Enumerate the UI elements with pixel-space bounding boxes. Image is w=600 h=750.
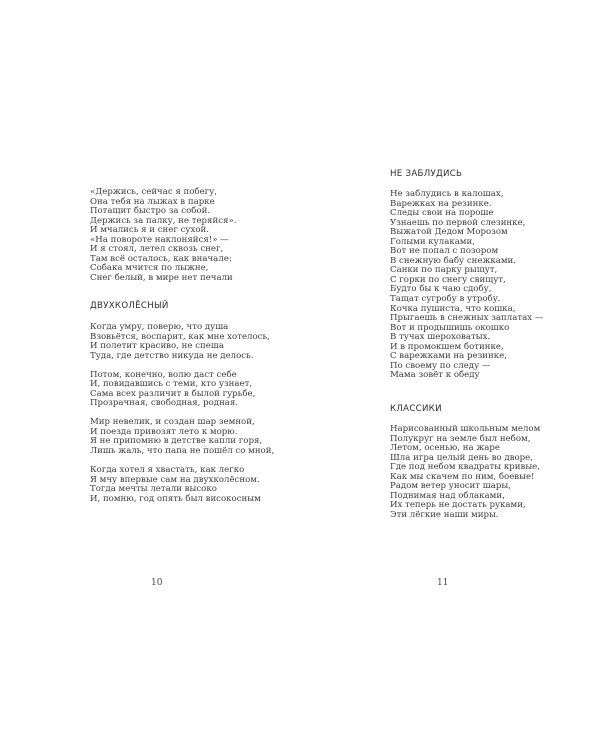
poem-line: Я не припомню в детстве капли горя, [90, 436, 263, 447]
poem-line: Санки по парку рыщут, [390, 265, 498, 276]
poem-line: Когда хотел я хвастать, как легко [90, 465, 245, 476]
poem-title-ne-zabludis: НЕ ЗАБЛУДИСЬ [390, 169, 463, 179]
poem-line: Нарисованный школьным мелом [390, 424, 541, 434]
poem-line: Собака мчится по лыжне, [90, 263, 209, 274]
poem-line: Мир невелик, и создан шар земной, [90, 417, 255, 428]
poem-line: Потащит быстро за собой. [90, 206, 211, 217]
poem-line: И, помню, год опять был високосным [90, 493, 261, 504]
poem-line: И, повидавшись с теми, кто узнает, [90, 379, 253, 390]
poem-line: Летом, осенью, на жаре [390, 443, 500, 454]
poem-line: И поезда привозят лето к морю. [90, 426, 238, 437]
poem-line: Она тебя на лыжах в парке [90, 196, 215, 207]
poem-line: Туда, где детство никуда не делось. [90, 350, 254, 361]
poem-line: Лишь жаль, что папа не пошёл со мной, [90, 446, 275, 457]
poem-line: Узнаешь по первой слезинке, [390, 217, 526, 228]
poem-line: В снежную бабу снежками. [390, 255, 517, 266]
poem-line: Держись за палку, не теряйся». [90, 215, 237, 226]
poem-line: Поднимая над облаками, [390, 490, 505, 501]
poem-line: Потом, конечно, волю даст себе [90, 369, 237, 380]
poem-line: Как мы скачем по ним, боевые! [390, 471, 535, 482]
poem-line: Взовьётся, воспарит, как мне хотелось, [90, 331, 270, 342]
poem-line: Мама зовёт к обеду [390, 370, 480, 381]
poem-line: Их теперь не достать руками, [390, 500, 526, 511]
poem-line: Кочка пушиста, что кошка, [390, 303, 516, 314]
poem-line: Радом ветер уносит шары, [390, 481, 511, 492]
poem-line: С горки по снегу свищут, [390, 274, 506, 285]
poem-line: Снег белый, в мире нет печали [90, 272, 233, 283]
poem-line: «На повороте наклоняйся!» — [90, 234, 229, 245]
poem-title-dvukhkolesny: ДВУХКОЛЁСНЫЙ [90, 301, 169, 311]
poem-line: Шла игра целый день во дворе, [390, 452, 533, 463]
poem-line: Не заблудись в калошах, [390, 189, 504, 199]
poem-line: Там всё осталось, как вначале: [90, 253, 232, 264]
poem-line: Сама всех различит в былой гурьбе, [90, 388, 256, 399]
page-number: 11 [437, 578, 449, 588]
poem-line: Следы свои на пороше [390, 208, 494, 219]
poem-line: Полукруг на земле был небом, [390, 433, 531, 444]
poem-line: Прыгаешь в снежных заплатах — [390, 313, 544, 324]
page-number: 10 [151, 578, 163, 588]
poem-line: Будто бы к чаю сдобу, [390, 284, 492, 295]
poem-line: В тучах шероховатых. [390, 332, 491, 343]
poem-continuation [90, 188, 236, 283]
poem-line: Я мчу впервые сам на двухколёсном. [90, 474, 260, 485]
poem-line: И мчались я и снег сухой. [90, 225, 209, 236]
poem-klassiki [390, 425, 540, 520]
poem-line: И в промокшем ботинке, [390, 341, 504, 352]
poem-ne-zabludis [390, 190, 543, 381]
poem-line: Вот не попал с позором [390, 246, 499, 257]
poem-title-klassiki: КЛАССИКИ [390, 404, 442, 414]
poem-line: И я стоял, летел сквозь снег, [90, 244, 224, 255]
poem-line: Когда умру, поверю, что душа [90, 322, 229, 332]
poem-line: Эти лёгкие наши миры. [390, 509, 499, 520]
right-page [300, 0, 600, 750]
poem-line: Варежках на резинке. [390, 198, 492, 209]
poem-line: Прозрачная, свободная, родная. [90, 398, 239, 409]
poem-line: Выжатой Дедом Морозом [390, 227, 508, 238]
poem-line: По своему по следу — [390, 360, 491, 371]
poem-line: «Держись, сейчас я побегу, [90, 187, 218, 197]
poem-line: С варежками на резинке, [390, 351, 507, 362]
poem-dvukhkolesny [90, 323, 274, 504]
poem-line: Тогда мечты летали высоко [90, 484, 217, 495]
poem-line: И полетит красиво, не спеша [90, 341, 224, 352]
poem-line: Голыми кулаками, [390, 236, 475, 247]
poem-line: Где под небом квадраты кривые, [390, 462, 540, 473]
poem-line: Вот и продышишь окошко [390, 322, 510, 333]
poem-line: Тащат сугробу в утробу. [390, 294, 501, 305]
